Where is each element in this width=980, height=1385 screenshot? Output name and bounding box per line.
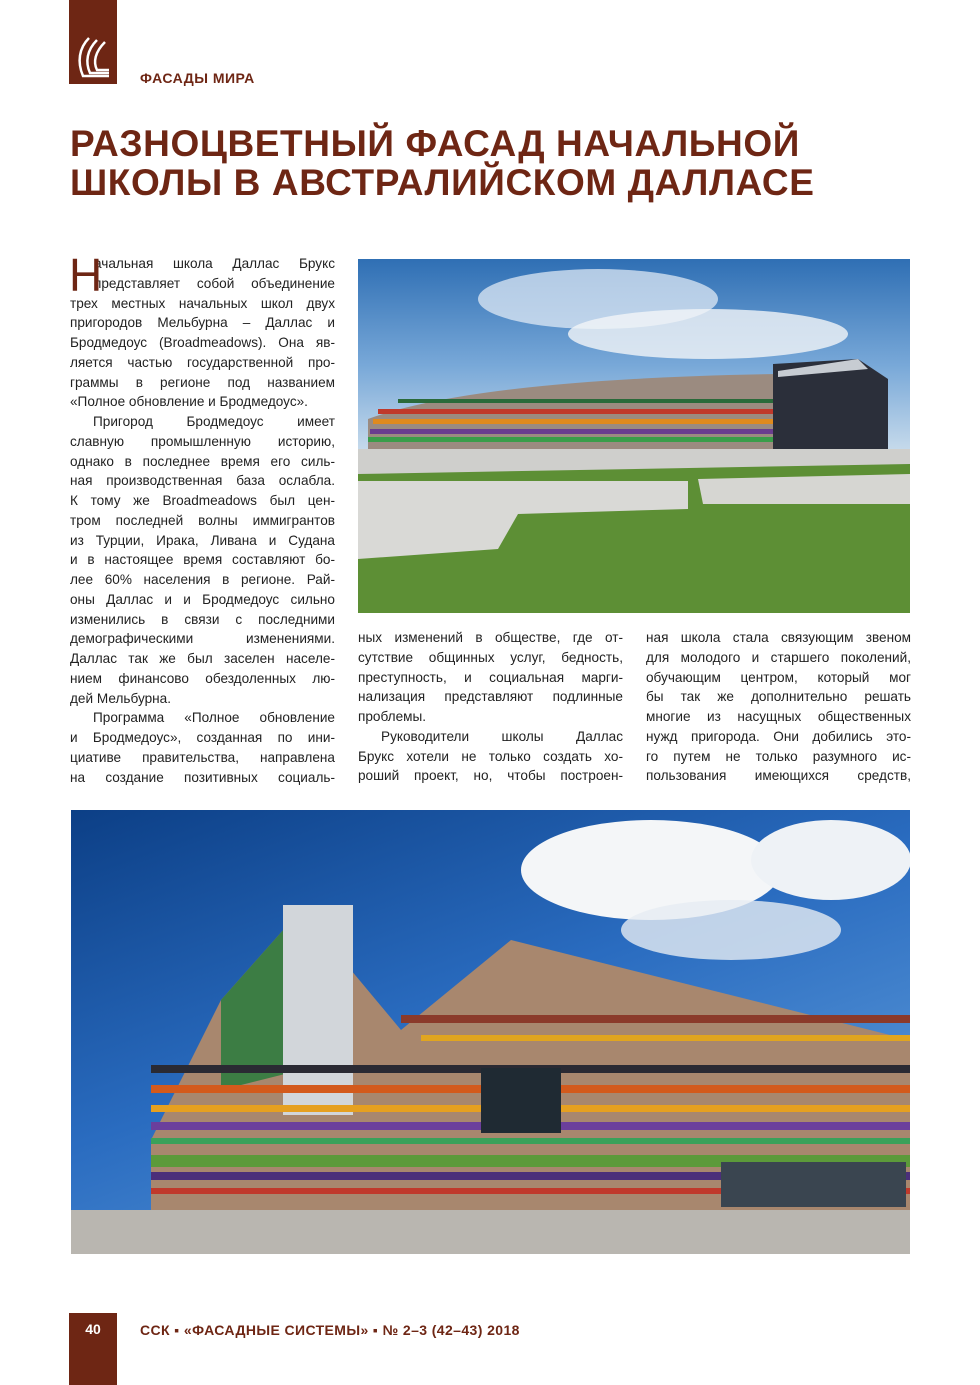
text-line: преступность, и социальная марги- [358,669,623,685]
school-photo-bottom [71,810,910,1254]
text-line: тром последней волны иммигрантов [70,512,335,528]
text-line: циативе правительства, направлена [70,749,335,765]
title-line: РАЗНОЦВЕТНЫЙ ФАСАД НАЧАЛЬНОЙ [70,123,800,164]
text-line: роший проект, но, чтобы построен- [358,768,623,784]
text-line: сутствие общинных услуг, бедность, [358,649,623,665]
text-line: граммы в регионе под названием [70,374,335,390]
text-line: демографическими изменениями. [70,631,335,647]
text-line: изменились в связи с последними [70,611,335,627]
text-line: ачальная школа Даллас Брукс [94,256,335,271]
text-line: Брукс хотели не только создать хо- [358,748,623,764]
text-line: ная школа стала связующим звеном [646,630,911,645]
text-line: «Полное обновление и Бродмедоус». [70,394,308,410]
text-line: нужд пригорода. Они добились это- [646,728,911,744]
text-line: обучающим центром, который мог [646,669,911,685]
text-line: однако в последнее время его силь- [70,453,335,469]
text-line: ная производственная база ослабла. [70,473,335,489]
text-line: Руководители школы Даллас [381,728,623,744]
text-line: нием финансово обездоленных лю- [70,670,335,686]
text-line: пользования имеющихся средств, [646,768,911,784]
text-line: бы так же дополнительно решать [646,689,911,705]
text-column-3 [646,628,911,786]
footer-publication: ССК ▪ «ФАСАДНЫЕ СИСТЕМЫ» ▪ № 2–3 (42–43) 2018 [140,1322,520,1338]
text-line: и в настоящее время составляют бо- [70,552,335,568]
text-line: многие из насущных общественных [646,709,911,724]
text-line: дей Мельбурна. [70,690,171,706]
title-line: ШКОЛЫ В АВСТРАЛИЙСКОМ ДАЛЛАСЕ [70,162,815,203]
page-number-block [69,1313,117,1385]
logo-icon [75,36,111,80]
text-line: Даллас так же был заселен населе- [70,651,335,666]
text-line: оны Даллас и и Бродмедоус сильно [70,591,335,607]
school-photo-top [358,259,910,613]
text-line: нализация представляют подлинные [358,689,623,705]
page-number: 40 [85,1321,101,1337]
text-line: лее 60% населения в регионе. Рай- [70,572,335,587]
text-line: для молодого и старшего поколений, [646,649,911,665]
text-line: представляет собой объединение [94,275,335,291]
magazine-logo-block [69,0,117,84]
drop-cap: Н [69,249,103,301]
text-column-2 [358,628,623,786]
text-line: Пригород Бродмедоус имеет [93,414,335,429]
text-line: ных изменений в обществе, где от- [358,630,623,645]
text-line: пригородов Мельбурна – Даллас и [70,315,335,331]
section-label: ФАСАДЫ МИРА [140,70,255,86]
text-line: К тому же Broadmeadows был цен- [70,493,335,508]
text-line: ляется частью государственной про- [70,354,335,370]
text-line: и Бродмедоус», созданная по ини- [70,730,335,745]
text-line: проблемы. [358,709,427,724]
text-line: Бродмедоус (Broadmeadows). Она яв- [70,335,335,350]
text-line: го путем не только разумного ис- [646,748,911,764]
article-title [70,124,815,202]
text-line: на создание позитивных социаль- [70,769,335,785]
text-line: славную промышленную историю, [70,433,335,449]
text-line: трех местных начальных школ двух [70,295,335,311]
text-line: Программа «Полное обновление [93,710,335,726]
text-line: из Турции, Ирака, Ливана и Судана [70,532,335,548]
text-column-1 [69,249,335,787]
